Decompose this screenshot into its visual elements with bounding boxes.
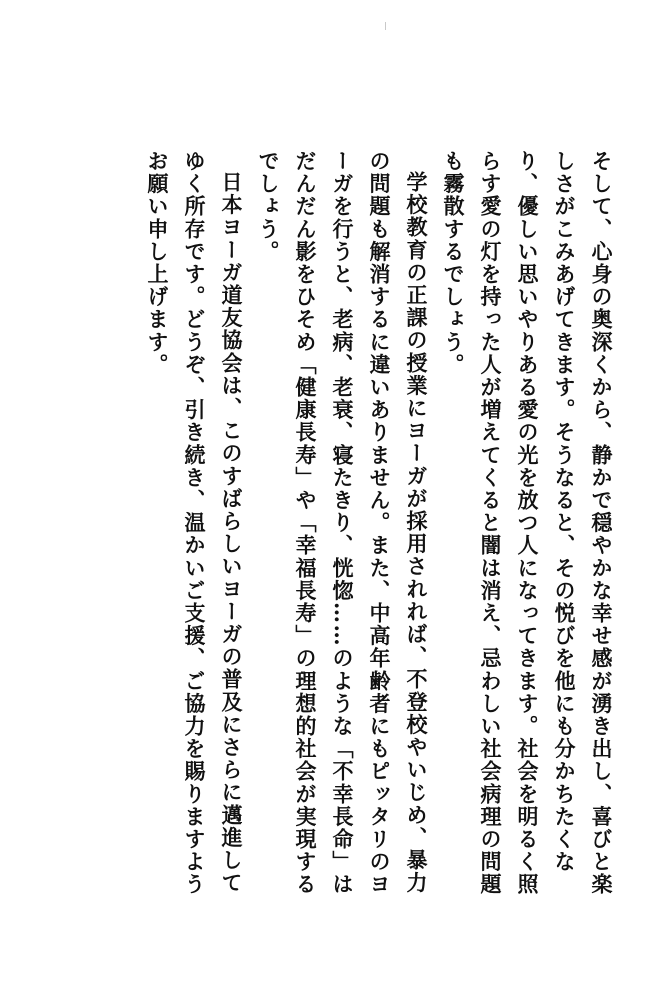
paragraph-3: 日本ヨーガ道友協会は、このすばらしいヨーガの普及にさらに邁進してゆく所存です。どうぞ、引き続き、温かいご支援、ご協力を賜りますようお願い申し上げます。 <box>145 150 244 896</box>
paragraph-2: 学校教育の正課の授業にヨーガが採用されれば、不登校やいじめ、暴力の問題も解消するに違いありません。また、中高年齢者にもピッタリのヨーガを行うと、老病、老衰、寝たきり、恍惚……のような「不幸長命」はだんだん影をひそめ「健康長寿」や「幸福長寿」の理想的社会が実現するでしょう。 <box>256 150 429 896</box>
page-top-mark <box>385 22 386 30</box>
paragraph-1: そして、心身の奥深くから、静かで穏やかな幸せ感が湧き出し、喜びと楽しさがこみあげてきます。そうなると、その悦びを他にも分かちたくなり、優しい思いやりある愛の光を放つ人になってきます。社会を明るく照らす愛の灯を持った人が増えてくると闇は消え、忌わしい社会病理の問題も霧散するでしょう。 <box>441 150 614 896</box>
vertical-text-block <box>145 150 620 910</box>
